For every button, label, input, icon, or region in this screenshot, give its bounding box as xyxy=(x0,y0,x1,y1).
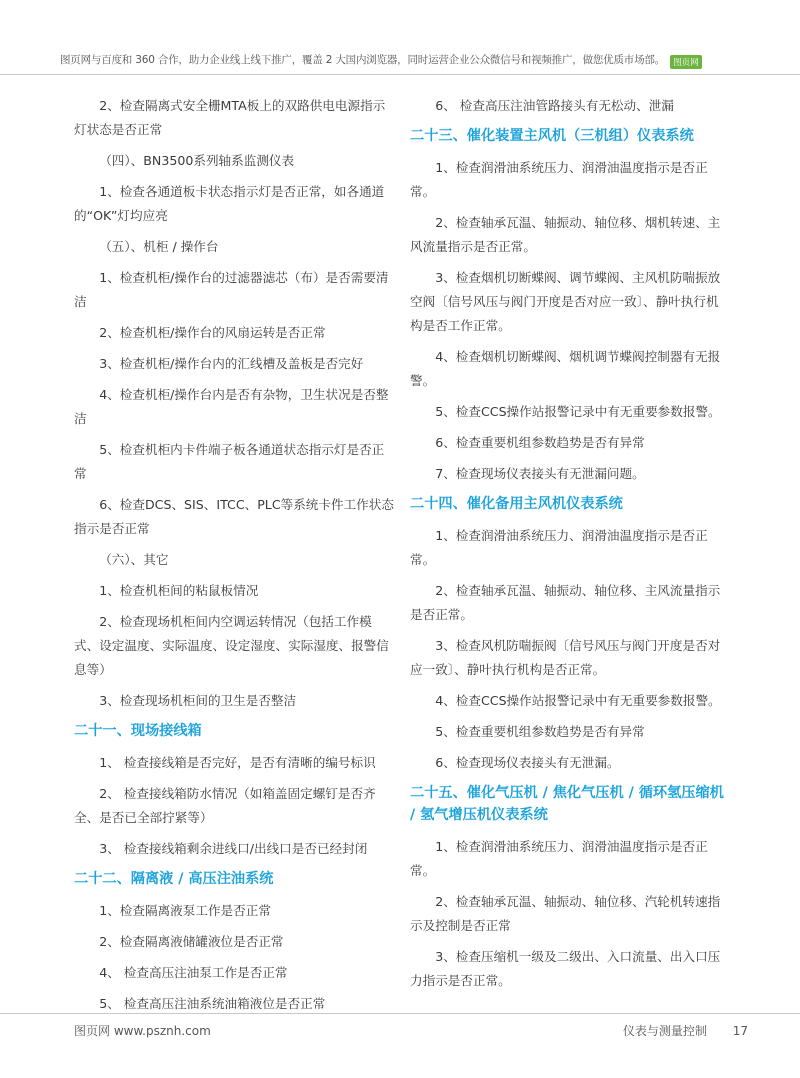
paragraph: 3、检查现场机柜间的卫生是否整洁 xyxy=(99,693,297,708)
header-divider xyxy=(0,74,800,75)
banner-text: 图页网与百度和 360 合作，助力企业线上线下推广，覆盖 2 大国内浏览器，同时运营企业公众微信号和视频推广，做您优质市场部。 xyxy=(60,54,665,66)
paragraph: 2、检查轴承瓦温、轴振动、轴位移、烟机转速、主风流量指示是否正常。 xyxy=(410,215,721,254)
paragraph: 1、检查机柜/操作台的过滤器滤芯（布）是否需要清洁 xyxy=(74,270,389,309)
paragraph: 5、检查CCS操作站报警记录中有无重要参数报警。 xyxy=(435,404,721,419)
paragraph: 2、检查现场机柜间内空调运转情况（包括工作模式、设定温度、实际温度、设定湿度、实际湿度、报警信息等） xyxy=(74,614,389,677)
paragraph: 3、检查风机防喘振阀〔信号风压与阀门开度是否对应一致〕、静叶执行机构是否正常。 xyxy=(410,638,721,677)
paragraph: 7、检查现场仪表接头有无泄漏问题。 xyxy=(435,466,645,481)
footer-divider xyxy=(0,1013,800,1014)
paragraph: 2、检查机柜/操作台的风扇运转是否正常 xyxy=(99,325,326,340)
page-number: 17 xyxy=(732,1024,748,1038)
left-column xyxy=(74,94,394,1023)
paragraph: 4、检查烟机切断蝶阀、烟机调节蝶阀控制器有无报警。 xyxy=(410,349,721,388)
section-heading: 二十一、现场接线箱 xyxy=(74,723,202,739)
paragraph: 6、检查重要机组参数趋势是否有异常 xyxy=(435,435,645,450)
paragraph: 1、检查各通道板卡状态指示灯是否正常，如各通道的“OK”灯均应亮 xyxy=(74,184,385,223)
paragraph: 1、检查机柜间的粘鼠板情况 xyxy=(99,583,259,598)
section-heading: 二十四、催化备用主风机仪表系统 xyxy=(410,496,623,512)
paragraph: 3、 检查接线箱剩余进线口/出线口是否已经封闭 xyxy=(99,841,368,856)
right-column xyxy=(410,94,730,1000)
paragraph: 2、检查轴承瓦温、轴振动、轴位移、主风流量指示是否正常。 xyxy=(410,583,721,622)
paragraph: 1、检查润滑油系统压力、润滑油温度指示是否正常。 xyxy=(410,160,708,199)
paragraph: 2、检查轴承瓦温、轴振动、轴位移、汽轮机转速指示及控制是否正常 xyxy=(410,894,721,933)
paragraph: 3、检查机柜/操作台内的汇线槽及盖板是否完好 xyxy=(99,356,364,371)
paragraph: 1、 检查接线箱是否完好，是否有清晰的编号标识 xyxy=(99,755,376,770)
section-heading: 二十五、催化气压机 / 焦化气压机 / 循环氢压缩机 / 氢气增压机仪表系统 xyxy=(410,785,724,823)
paragraph: 2、检查隔离液储罐液位是否正常 xyxy=(99,934,284,949)
top-banner xyxy=(60,52,750,69)
paragraph: 4、检查机柜/操作台内是否有杂物，卫生状况是否整洁 xyxy=(74,387,389,426)
paragraph: 6、检查现场仪表接头有无泄漏。 xyxy=(435,755,620,770)
paragraph: 4、检查CCS操作站报警记录中有无重要参数报警。 xyxy=(435,693,721,708)
paragraph: 3、检查烟机切断蝶阀、调节蝶阀、主风机防喘振放空阀〔信号风压与阀门开度是否对应一致〕、静叶执行机构是否工作正常。 xyxy=(410,270,721,333)
paragraph: （五）、机柜 / 操作台 xyxy=(99,239,219,254)
paragraph: 6、检查DCS、SIS、ITCC、PLC等系统卡件工作状态指示是否正常 xyxy=(74,497,394,536)
paragraph: （六）、其它 xyxy=(99,552,169,567)
paragraph: 3、检查压缩机一级及二级出、入口流量、出入口压力指示是否正常。 xyxy=(410,949,721,988)
paragraph: 5、 检查高压注油系统油箱液位是否正常 xyxy=(99,996,326,1011)
paragraph: 1、检查隔离液泵工作是否正常 xyxy=(99,903,271,918)
site-logo-icon: 图页网 xyxy=(670,55,702,69)
paragraph: 1、检查润滑油系统压力、润滑油温度指示是否正常。 xyxy=(410,839,708,878)
section-heading: 二十二、隔离液 / 高压注油系统 xyxy=(74,871,274,887)
paragraph: 2、检查隔离式安全栅MTA板上的双路供电电源指示灯状态是否正常 xyxy=(74,98,386,137)
paragraph: 4、 检查高压注油泵工作是否正常 xyxy=(99,965,288,980)
paragraph: 6、 检查高压注油管路接头有无松动、泄漏 xyxy=(435,98,674,113)
footer-right xyxy=(623,1022,748,1039)
section-heading: 二十三、催化装置主风机（三机组）仪表系统 xyxy=(410,128,694,144)
paragraph: （四）、BN3500系列轴系监测仪表 xyxy=(99,153,295,168)
paragraph: 1、检查润滑油系统压力、润滑油温度指示是否正常。 xyxy=(410,528,708,567)
paragraph: 5、检查机柜内卡件端子板各通道状态指示灯是否正常 xyxy=(74,442,385,481)
paragraph: 5、检查重要机组参数趋势是否有异常 xyxy=(435,724,645,739)
paragraph: 2、 检查接线箱防水情况（如箱盖固定螺钉是否齐全、是否已全部拧紧等） xyxy=(74,786,376,825)
footer-site: 图页网 www.psznh.com xyxy=(74,1024,211,1038)
footer-section-title: 仪表与测量控制 xyxy=(622,1024,707,1038)
